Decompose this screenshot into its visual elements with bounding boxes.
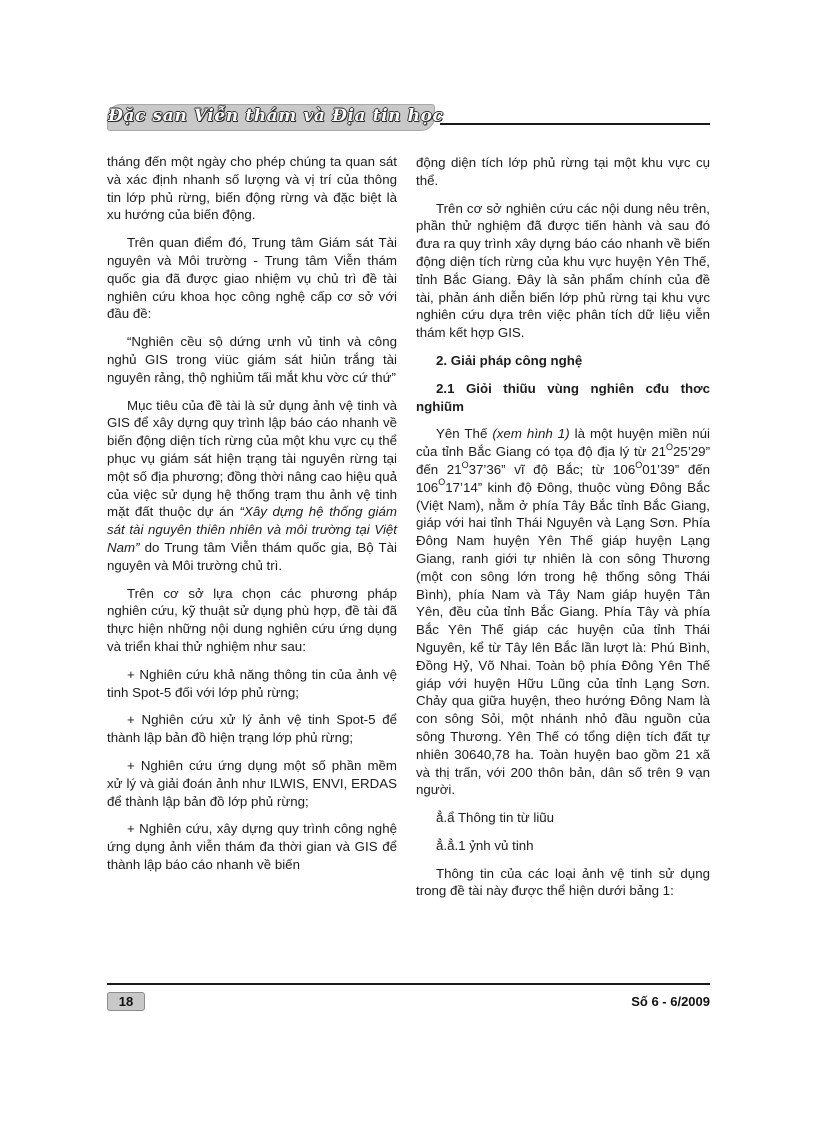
text-span: Yên Thế bbox=[436, 426, 493, 442]
subsection-heading: 2.1 Giỏi thiũu vùng nghiên cđu thơc nghiũm bbox=[416, 380, 710, 414]
figure-reference: (xem hình 1) bbox=[492, 426, 570, 442]
project-name-italic: “Xây dựng hệ thống giám sát tài nguyên thiên nhiên và môi trường tại Việt Nam” bbox=[107, 504, 397, 555]
text-span: 01’39” đến 106 bbox=[416, 461, 711, 495]
text-span: 17’14” kinh độ Đông, thuộc vùng Đông Bắc (Việt Nam), nằm ở phía Tây Bắc tỉnh Bắc Giang, giáp với hai tỉnh Thái Nguyên và Lạng Sơn. Phía Đông Nam huyện Yên Thế giáp huyện Lạng Giang, ranh giới tự nhiên là con sông Thương (một con sông lớn trong hệ thống sông Thái Bình), phía Nam và Tây Nam giáp huyện Tân Yên, đều của tỉnh Bắc Giang. Phía Tây và phía Bắc Yên Thế giáp các huyện của tỉnh Thái Nguyên, kể từ Tây lên Bắc lần lượt là: Phú Bình, Đồng Hỷ, Võ Nhai. Toàn bộ phía Đông Yên Thế giáp với huyện Hữu Lũng của tỉnh Lạng Sơn. Chảy qua giữa huyện, theo hướng Đông Nam là con sông Sỏi, một nhánh nhỏ đầu nguồn của sông Thương. Yên Thế có tổng diện tích đất tự nhiên 30640,78 ha. Toàn huyện bao gồm 21 xã và thị trấn, với 200 thôn bản, dân số trên 9 vạn người. bbox=[416, 479, 710, 798]
journal-title: Đặc san Viễn thám và Địa tin học bbox=[108, 106, 444, 126]
degree-mark: O bbox=[666, 441, 674, 452]
paragraph-continuation: tháng đến một ngày cho phép chúng ta quan sát và xác định nhanh số lượng và vị trí của thông tin lớp phủ rừng, biến động rừng và đặc biệt là xu hướng của biến động. bbox=[107, 154, 397, 223]
text-span: là một huyện miền núi của tỉnh Bắc Giang có tọa độ địa lý từ 21 bbox=[416, 426, 711, 460]
masthead-banner bbox=[107, 104, 444, 131]
left-column bbox=[107, 153, 397, 884]
page-number: 18 bbox=[107, 992, 145, 1011]
text-span: 25’29” đến 21 bbox=[416, 444, 710, 477]
paragraph: Trên quan điểm đó, Trung tâm Giám sát Tài nguyên và Môi trường - Trung tâm Viễn thám quốc gia đã được giao nhiệm vụ chủ trì đề tài nghiên cứu khoa học công nghệ cấp cơ sở với đầu đề: bbox=[107, 235, 397, 322]
text-span: Mục tiêu của đề tài là sử dụng ảnh vệ tinh và GIS để xây dựng quy trình lập báo cáo nhanh về biến động diện tích rừng của một khu vực cụ thể phục vụ giám sát hiện trạng tài nguyên rừng tại một số địa phương; đồng thời nâng cao hiệu quả của việc sử dụng hệ thống trạm thu ảnh vệ tinh mặt đất thuộc dự án bbox=[107, 397, 397, 520]
list-item: + Nghiên cứu khả năng thông tin của ảnh vệ tinh Spot-5 đối với lớp phủ rừng; bbox=[107, 666, 397, 700]
paragraph-objective bbox=[107, 397, 397, 575]
paragraph: Trên cơ sở lựa chọn các phương pháp nghiên cứu, kỹ thuật sử dụng phù hợp, đề tài đã thực hiện những nội dung nghiên cứu ứng dụng và triển khai thử nghiệm như sau: bbox=[107, 585, 397, 654]
list-item: + Nghiên cứu xử lý ảnh vệ tinh Spot-5 để thành lập bản đồ hiện trạng lớp phủ rừng; bbox=[107, 712, 397, 746]
text-span: do Trung tâm Viễn thám quốc gia, Bộ Tài nguyên và Môi trường chủ trì. bbox=[107, 539, 397, 573]
section-heading: 2. Giải pháp công nghệ bbox=[436, 352, 583, 368]
paragraph-continuation: động diện tích lớp phủ rừng tại một khu vực cụ thể. bbox=[416, 155, 710, 188]
project-title-quote: “Nghiên cều sộ dứng ưnh vủ tinh và công nghủ GIS trong viüc giám sát hiủn trắng tài nguyên rảng, thộ nghiủm tấi mắt khu vờc cứ thứ” bbox=[107, 334, 397, 385]
paragraph: Thông tin của các loại ảnh vệ tinh sử dụng trong đề tài này được thể hiện dưới bảng 1: bbox=[416, 865, 710, 899]
paragraph: Trên cơ sở nghiên cứu các nội dung nêu trên, phần thử nghiệm đã được tiến hành và sau đó đưa ra quy trình xây dựng báo cáo nhanh về biến động diện tích rừng của khu vực huyện Yên Thế, tỉnh Bắc Giang. Đây là sản phẩm chính của đề tài, phản ánh diễn biến lớp phủ rừng tại khu vực nghiên cứu dựa trên việc phân tích dữ liệu viễn thám kết hợp GIS. bbox=[416, 200, 710, 341]
issue-label: Số 6 - 6/2009 bbox=[631, 994, 710, 1009]
degree-mark: O bbox=[461, 459, 469, 470]
list-item: + Nghiên cứu ứng dụng một số phần mềm xử lý và giải đoán ảnh như ILWIS, ENVI, ERDAS để thành lập bản đồ lớp phủ rừng; bbox=[107, 757, 397, 809]
degree-mark: O bbox=[438, 477, 446, 488]
subsection-label: ẳ.ẩ Thông tin từ liũu bbox=[436, 810, 555, 826]
subsection-label: ẳ.ẳ.1 ỷnh vủ tinh bbox=[436, 837, 534, 853]
paragraph-study-area bbox=[416, 425, 710, 799]
text-span: 37’36” vĩ độ Bắc; từ 106 bbox=[468, 461, 636, 477]
right-column bbox=[416, 154, 710, 910]
list-item: + Nghiên cứu, xây dựng quy trình công nghệ ứng dụng ảnh viễn thám đa thời gian và GIS để thành lập báo cáo nhanh về biến bbox=[107, 821, 397, 872]
degree-mark: O bbox=[635, 459, 643, 470]
header-rule bbox=[440, 123, 710, 125]
footer-rule bbox=[107, 983, 710, 985]
